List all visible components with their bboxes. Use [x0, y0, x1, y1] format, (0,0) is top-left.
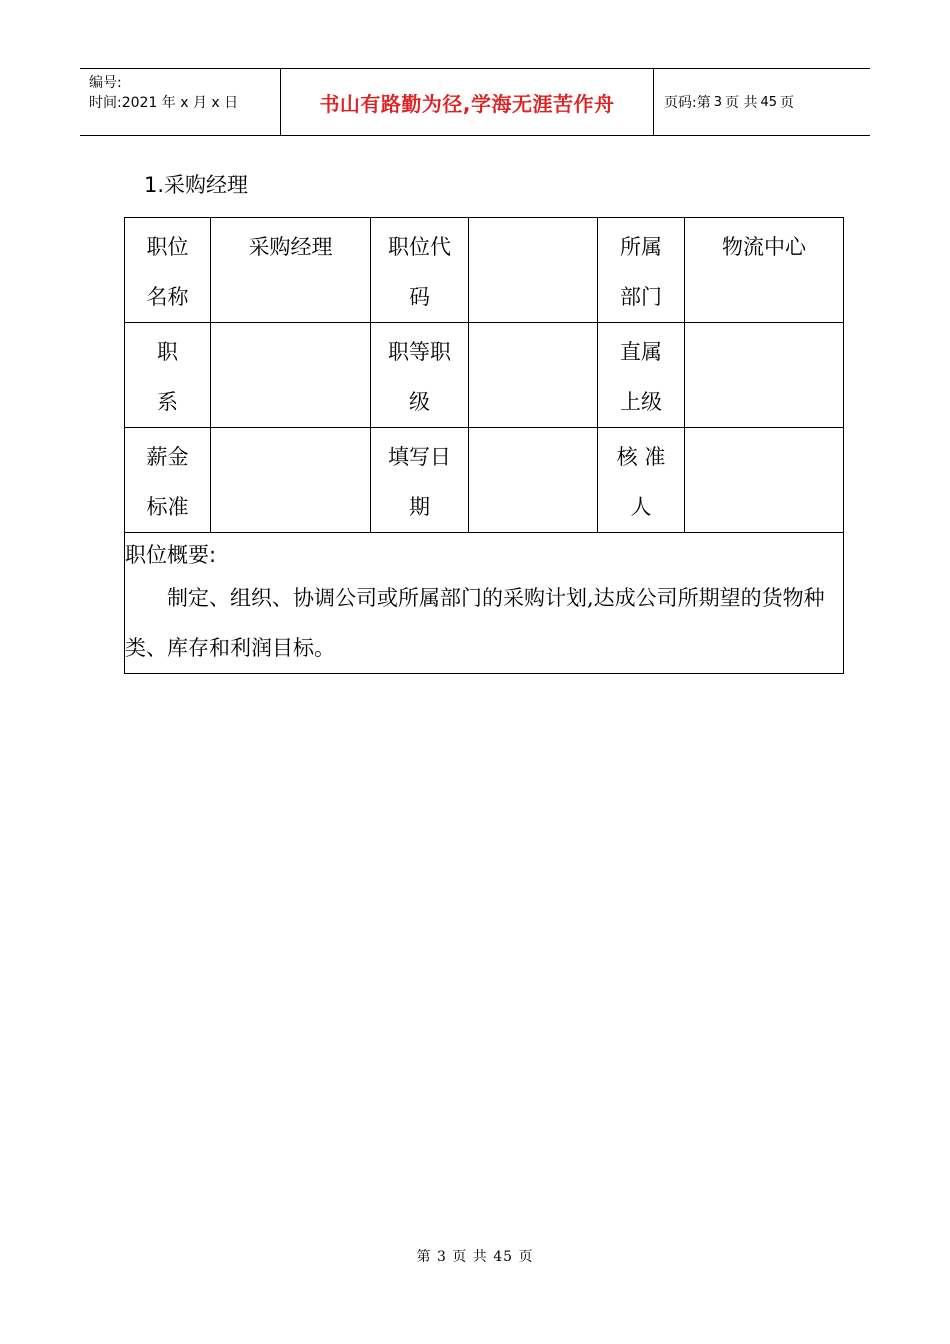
cell-text: 所属 部门 — [620, 235, 662, 309]
section-title: 1.采购经理 — [144, 173, 249, 197]
page-current: 3 — [713, 94, 722, 110]
label-cell — [598, 428, 685, 533]
page-mid: 页 共 — [725, 95, 758, 111]
time-label: 时间:2021 年 x 月 x 日 — [89, 95, 239, 111]
summary-cell — [125, 533, 844, 674]
cell-text: 物流中心 — [722, 235, 806, 259]
cell-text: 薪金 标准 — [146, 445, 189, 519]
header-meta — [80, 69, 281, 135]
value-cell — [211, 323, 371, 428]
label-cell — [598, 218, 685, 323]
table-row — [125, 218, 844, 323]
value-cell — [211, 428, 371, 533]
summary-body: 制定、组织、协调公司或所属部门的采购计划,达成公司所期望的货物种类、库存和利润目标。 — [125, 586, 825, 660]
summary-row — [125, 533, 844, 674]
label-cell — [125, 323, 211, 428]
page-footer: 第 3 页 共 45 页 — [416, 1249, 534, 1265]
label-cell — [598, 323, 685, 428]
cell-text: 职位 名称 — [146, 235, 189, 309]
cell-text: 职 系 — [157, 340, 178, 414]
cell-text: 填写日 期 — [388, 445, 451, 519]
cell-text: 核 准 人 — [616, 445, 666, 519]
value-cell — [685, 323, 844, 428]
page-suffix: 页 — [780, 95, 794, 111]
label-cell — [371, 428, 469, 533]
number-label: 编号: — [89, 75, 122, 91]
page-prefix: 页码:第 — [664, 95, 711, 111]
label-cell — [125, 218, 211, 323]
value-cell — [469, 428, 598, 533]
job-description-table — [124, 217, 844, 674]
label-cell — [371, 323, 469, 428]
header-page-info — [654, 69, 870, 135]
label-cell — [371, 218, 469, 323]
value-cell — [469, 323, 598, 428]
cell-text: 直属 上级 — [620, 340, 662, 414]
page-total: 45 — [760, 94, 777, 110]
cell-text: 采购经理 — [248, 235, 333, 259]
value-cell — [685, 428, 844, 533]
label-cell — [125, 428, 211, 533]
page-header — [80, 68, 870, 136]
cell-text: 职位代 码 — [388, 235, 451, 309]
value-cell — [469, 218, 598, 323]
summary-title: 职位概要: — [125, 543, 217, 567]
header-motto: 书山有路勤为径,学海无涯苦作舟 — [281, 69, 654, 135]
table-row — [125, 428, 844, 533]
cell-text: 职等职 级 — [388, 340, 451, 414]
value-cell — [211, 218, 371, 323]
value-cell — [685, 218, 844, 323]
table-row — [125, 323, 844, 428]
